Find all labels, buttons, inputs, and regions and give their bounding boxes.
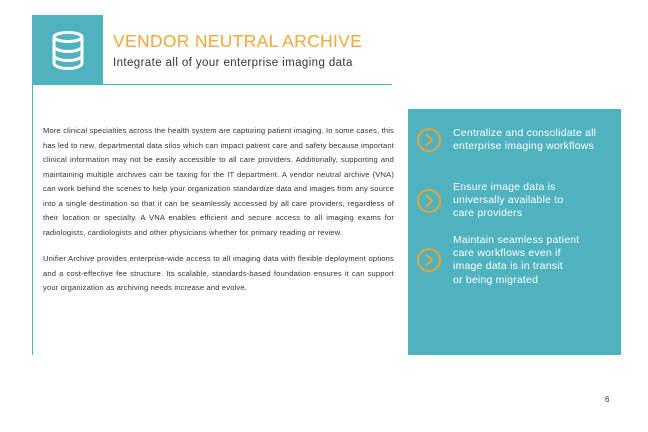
chevron-right-circle-icon (414, 186, 444, 216)
chevron-right-circle-icon (414, 125, 444, 155)
body-paragraph-1: More clinical specialties across the health system are capturing patient imaging. In some cases, this has led to new, departmental data silos which can impact patient care and safety because important clinical information may not be easily accessible to all care providers. Additionally, supporting and maintaining multiple archives can be taxing for the IT department. A vendor neutral archive (VNA) can work behind the scenes to help your organization standardize data and images from any source into a single destination so that it can be seamlessly accessed by all care providers, regardless of their location or specialty. A VNA enables efficient and secure access to all imaging exams for radiologists, cardiologists and other physicians whether for primary reading or review. (43, 126, 394, 237)
left-divider (32, 85, 33, 355)
chevron-right-circle-icon (414, 245, 444, 275)
feature-text-1: Centralize and consolidate all enterprise imaging workflows (453, 126, 597, 152)
body-text (43, 124, 394, 296)
feature-item-1 (414, 125, 621, 155)
page-number: 6 (605, 395, 610, 404)
icon-box (32, 15, 103, 85)
header-divider (103, 84, 392, 85)
feature-item-2 (414, 181, 621, 221)
page-title: VENDOR NEUTRAL ARCHIVE (113, 31, 363, 51)
body-paragraph-2: Unifier Archive provides enterprise-wide access to all imaging data with flexible deployment options and a cost-effective fee structure. Its scalable, standards-based foundation ensures it can support your organization as archiving needs increase and evolve. (43, 254, 394, 292)
page-subtitle: Integrate all of your enterprise imaging data (113, 57, 353, 69)
feature-text-2: Ensure image data is universally available to care providers (453, 181, 564, 220)
feature-item-3 (414, 234, 621, 287)
feature-text-3: Maintain seamless patient care workflows even if image data is in transit or being migrated (453, 234, 580, 286)
database-icon (50, 30, 86, 70)
